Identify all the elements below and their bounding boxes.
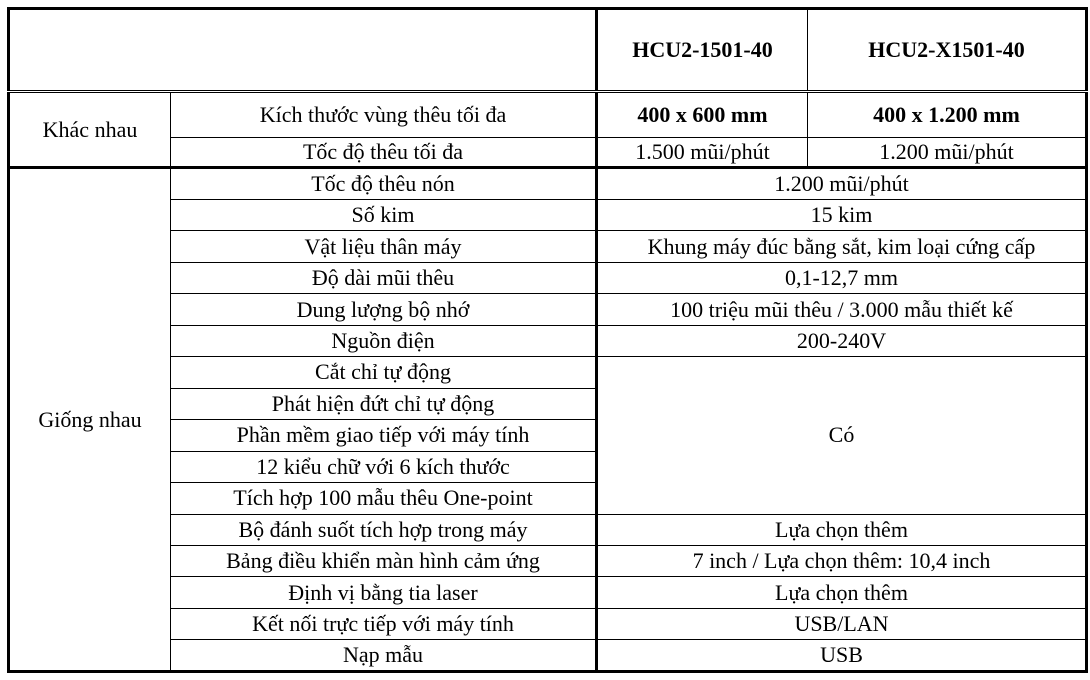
row-label: Tốc độ thêu nón — [171, 168, 597, 199]
group-label-similarities: Giống nhau — [9, 168, 171, 672]
row-value-model-1: 1.500 mũi/phút — [597, 137, 808, 167]
row-label: Kích thước vùng thêu tối đa — [171, 92, 597, 138]
row-label: Vật liệu thân máy — [171, 231, 597, 262]
header-model-2: HCU2-X1501-40 — [808, 9, 1087, 92]
row-label: Phát hiện đứt chỉ tự động — [171, 388, 597, 419]
table-row — [9, 577, 1087, 608]
row-value-model-1: 400 x 600 mm — [597, 92, 808, 138]
row-value: 15 kim — [597, 199, 1087, 230]
table-row — [9, 514, 1087, 545]
row-value: Lựa chọn thêm — [597, 514, 1087, 545]
table-row — [9, 608, 1087, 639]
header-empty-cell — [9, 9, 597, 92]
table-row — [9, 262, 1087, 293]
row-value-model-2: 400 x 1.200 mm — [808, 92, 1087, 138]
row-label: Định vị bằng tia laser — [171, 577, 597, 608]
row-label: Cắt chỉ tự động — [171, 357, 597, 388]
table-row — [9, 168, 1087, 199]
table-row — [9, 325, 1087, 356]
table-row — [9, 357, 1087, 388]
row-label: Bảng điều khiển màn hình cảm ứng — [171, 546, 597, 577]
row-label: Dung lượng bộ nhớ — [171, 294, 597, 325]
table-row — [9, 92, 1087, 138]
row-value: 200-240V — [597, 325, 1087, 356]
row-value: Lựa chọn thêm — [597, 577, 1087, 608]
header-row — [9, 9, 1087, 92]
group-label-differences: Khác nhau — [9, 92, 171, 168]
row-label: Độ dài mũi thêu — [171, 262, 597, 293]
row-label: Tích hợp 100 mẫu thêu One-point — [171, 483, 597, 514]
row-label: Nguồn điện — [171, 325, 597, 356]
row-value: USB/LAN — [597, 608, 1087, 639]
row-value: Khung máy đúc bằng sắt, kim loại cứng cấp — [597, 231, 1087, 262]
row-label: Kết nối trực tiếp với máy tính — [171, 608, 597, 639]
row-value: 0,1-12,7 mm — [597, 262, 1087, 293]
row-value: USB — [597, 640, 1087, 672]
spec-comparison-table — [7, 7, 1088, 673]
table-row — [9, 546, 1087, 577]
row-label: 12 kiểu chữ với 6 kích thước — [171, 451, 597, 482]
table-row — [9, 294, 1087, 325]
row-label: Nạp mẫu — [171, 640, 597, 672]
row-label: Phần mềm giao tiếp với máy tính — [171, 420, 597, 451]
table-row — [9, 640, 1087, 672]
row-value: 1.200 mũi/phút — [597, 168, 1087, 199]
shared-value-cell: Có — [597, 357, 1087, 514]
row-value: 7 inch / Lựa chọn thêm: 10,4 inch — [597, 546, 1087, 577]
header-model-1: HCU2-1501-40 — [597, 9, 808, 92]
table-row — [9, 231, 1087, 262]
row-label: Bộ đánh suốt tích hợp trong máy — [171, 514, 597, 545]
table-row — [9, 199, 1087, 230]
table-row — [9, 137, 1087, 167]
row-value: 100 triệu mũi thêu / 3.000 mẫu thiết kế — [597, 294, 1087, 325]
row-label: Số kim — [171, 199, 597, 230]
row-value-model-2: 1.200 mũi/phút — [808, 137, 1087, 167]
row-label: Tốc độ thêu tối đa — [171, 137, 597, 167]
